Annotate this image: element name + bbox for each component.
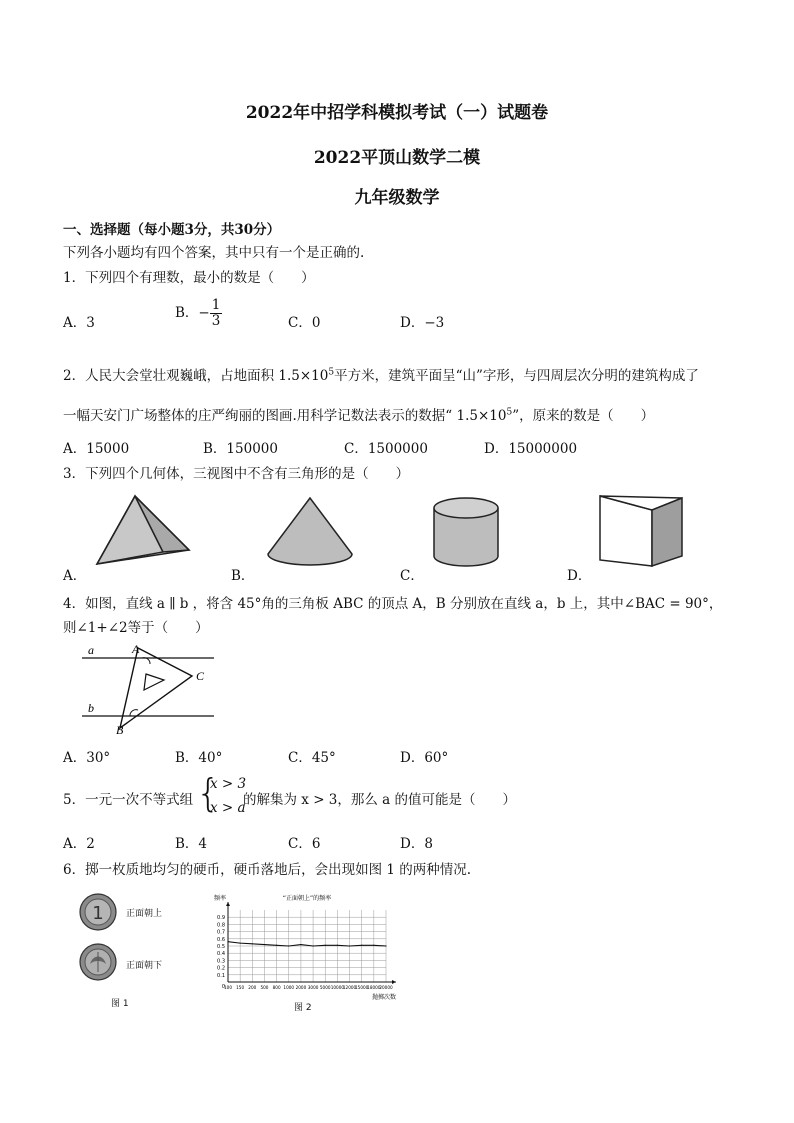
origin-label: 0 [221,984,225,990]
heads-label: 正面朝上 [126,909,163,919]
q2-exponent: 5 [328,367,335,378]
figure1-caption: 图 1 [111,999,129,1009]
data-point [337,945,338,946]
q3-option-b: B． [231,568,255,584]
q5-option-a: A．2 [63,836,95,852]
q4-option-d: D．60° [400,750,449,766]
x-tick-label: 10000 [330,985,345,990]
x-tick-label: 12000 [342,985,357,990]
y-axis-arrow [226,902,230,906]
x-tick-label: 150 [236,985,245,990]
q2-stem2-text-cont: ”，原来的数是（ ） [512,408,655,424]
q1-option-c: C．0 [288,315,321,331]
data-point [373,945,374,946]
svg-text:1: 1 [92,903,104,924]
vertex-c-label: C [196,669,205,683]
data-point [312,945,313,946]
x-tick-label: 20000 [379,985,393,990]
q2-exponent-2: 5 [506,407,513,418]
y-tick-label: 0.7 [217,929,225,936]
line-b-label: b [88,701,94,715]
q4-option-a: A．30° [63,750,111,766]
q2-option-c: C．1500000 [344,441,428,457]
parallel-lines-triangle-figure [80,640,220,736]
q4-stem: 4．如图，直线 a ∥ b ，将含 45°角的三角板 ABC 的顶点 A，B 分别放在直线 a，b 上，其中∠BAC = 90°， [63,596,723,612]
y-tick-label: 0.8 [217,922,225,929]
y-tick-label: 0.9 [217,915,225,922]
x-tick-label: 500 [260,985,269,990]
x-tick-label: 800 [272,985,281,990]
q5-option-d: D．8 [400,836,433,852]
pyramid-figure [85,494,195,568]
coin-heads-icon [78,892,118,932]
q5-option-c: C．6 [288,836,321,852]
q2-option-a: A．15000 [63,441,130,457]
q4-option-b: B．40° [175,750,223,766]
y-tick-label: 0.3 [217,958,225,965]
q2-option-b: B．150000 [203,441,278,457]
data-point [385,945,386,946]
q2-stem-line2 [63,404,654,424]
y-tick-label: 0.2 [217,965,225,972]
q3-stem: 3．下列四个几何体，三视图中不含有三角形的是（ ） [63,466,410,482]
q1-option-b-prefix: B．− [175,305,210,321]
chart-title: “正面朝上”的频率 [282,895,332,902]
data-point [361,945,362,946]
exam-subtitle: 2022平顶山数学二模 [313,148,481,168]
q5-stem-prefix: 5．一元一次不等式组 [63,792,194,808]
x-tick-label: 100 [224,985,232,990]
q4-stem-line2: 则∠1+∠2等于（ ） [63,620,209,636]
x-tick-label: 5000 [319,985,331,990]
x-tick-label: 3000 [307,985,319,990]
brace: { [196,771,221,815]
data-point [300,944,301,945]
data-point [325,945,326,946]
y-axis-label: 频率 [214,895,227,902]
q1-option-b [175,298,222,329]
cylinder-figure [428,494,504,572]
x-tick-label: 1000 [283,985,295,990]
q2-stem2-text: 一幅天安门广场整体的庄严绚丽的图画.用科学记数法表示的数据“ 1.5×10 [63,408,507,424]
x-axis-label: 抛掷次数 [371,994,396,1001]
data-point [349,945,350,946]
data-point [288,945,289,946]
y-tick-label: 0.5 [217,944,225,950]
q2-stem-line1 [63,364,699,384]
data-point [264,944,265,945]
fraction-numerator: 1 [211,297,221,313]
q6-stem: 6．掷一枚质地均匀的硬币，硬币落地后，会出现如图 1 的两种情况. [63,862,472,878]
cone-figure [262,496,362,568]
fraction [210,298,223,329]
section-heading: 一、选择题（每小题3分，共30分） [63,222,281,238]
q3-option-c: C． [400,568,424,584]
q3-option-d: D． [567,568,592,584]
q3-option-a: A． [63,568,87,584]
data-point [227,941,228,942]
vertex-a-label: A [132,642,140,656]
q1-option-d: D．−3 [400,315,445,331]
section-instruction: 下列各小题均有四个答案，其中只有一个是正确的. [63,245,365,261]
exam-title: 2022年中招学科模拟考试（一）试题卷 [245,103,549,123]
data-point [276,945,277,946]
data-point [252,943,253,944]
q1-option-a: A．3 [63,315,95,331]
q5-inequality-1: x > 3 [210,776,247,792]
triangular-prism-figure [594,494,694,572]
fraction-denominator: 3 [211,313,221,329]
data-point [240,943,241,944]
series-line [228,942,386,946]
y-tick-label: 0.4 [217,951,225,958]
q5-inequality-2: x > a [210,800,246,816]
q2-option-d: D．15000000 [484,441,578,457]
x-tick-label: 200 [248,985,257,990]
x-tick-label: 15000 [355,985,369,990]
y-tick-label: 0.1 [217,972,225,979]
q2-stem-text-cont: 平方米，建筑平面呈“山”字形，与四周层次分明的建筑构成了 [334,368,699,384]
grade-subject-title: 九年级数学 [354,188,440,208]
vertex-b-label: B [116,723,124,736]
tails-label: 正面朝下 [126,961,163,971]
q5-option-b: B．4 [175,836,208,852]
y-tick-label: 0.6 [217,936,225,943]
frequency-line-chart [200,890,410,1002]
q5-stem-suffix: 的解集为 x > 3，那么 a 的值可能是（ ） [243,792,517,808]
coin-tails-icon [78,942,118,982]
figure2-caption: 图 2 [294,1003,312,1013]
q4-option-c: C．45° [288,750,336,766]
x-tick-label: 18000 [367,985,381,990]
x-axis-arrow [392,980,396,984]
q2-stem-text: 2．人民大会堂壮观巍峨，占地面积 1.5×10 [63,368,329,384]
x-tick-label: 2000 [295,985,307,990]
q1-stem: 1．下列四个有理数，最小的数是（ ） [63,270,315,286]
line-a-label: a [88,643,94,657]
